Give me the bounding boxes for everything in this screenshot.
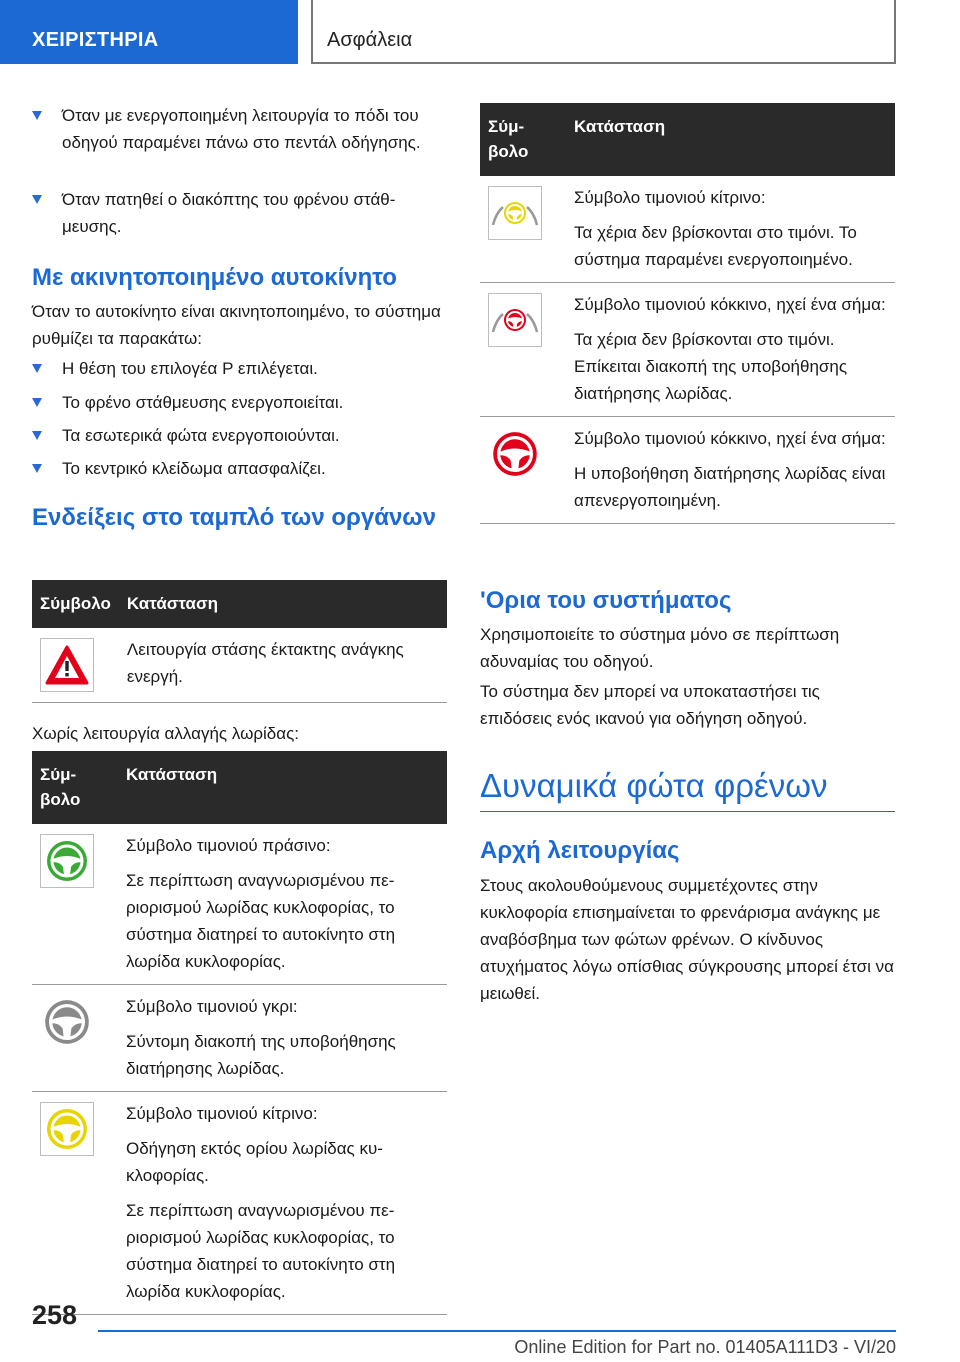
heading-limits: 'Ορια του συστήματος — [480, 587, 732, 614]
table-row: Σύμβολο τιμονιού πράσινο: Σε περίπτωση αναγνωρισμένου περιορισμού λωρίδας κυκλοφορίας, το σύστημα διατηρεί το αυτοκίνητο στη λωρίδα κυκλοφορίας. — [32, 824, 447, 985]
bullet-triangle-icon — [32, 431, 42, 440]
chapter-tab[interactable]: ΧΕΙΡΙΣΤΗΡΙΑ — [0, 0, 298, 64]
heading-stationary: Με ακινητοποιημένο αυτοκίνητο — [32, 264, 397, 291]
table-row: Σύμβολο τιμονιού κόκκινο, ηχεί ένα σήμα: Η υποβοήθηση διατήρησης λωρίδας είναι απενεργοποιημένη. — [480, 417, 895, 524]
limits-para: Χρησιμοποιείτε το σύστημα μόνο σε περίπτωση αδυναμίας του οδηγού. — [480, 625, 840, 671]
indicator-table-hands-off — [480, 103, 895, 524]
principle-para: Στους ακολουθούμενους συμμετέχοντες στην κυκλοφορία επισημαίνεται το φρενάρισμα ανάγκης με αναβόσβημα των φώτων φρένων. Ο κίνδυνος ατυχήματος λόγω οπίσθιας σύγκρουσης μπορεί έτσι να μειωθεί. — [480, 876, 895, 1003]
heading-dynamic-brake-lights: Δυναμικά φώτα φρένων — [480, 765, 895, 812]
bullet-triangle-icon — [32, 364, 42, 373]
heading-indicators: Ενδείξεις στο ταμπλό των οργάνων — [32, 504, 436, 531]
list-item: Το φρένο στάθμευσης ενεργοποιείται. — [32, 389, 447, 416]
steering-wheel-yellow-icon — [40, 1102, 94, 1156]
table-row: Λειτουργία στάσης έκτακτης ανάγκης ενεργή. — [32, 628, 447, 703]
limits-para: Το σύστημα δεν μπορεί να υποκαταστήσει τις επιδόσεις ενός ικανού για οδήγηση οδηγού. — [480, 682, 820, 728]
list-item: Όταν με ενεργοποιημένη λειτουργία το πόδι του οδηγού παραμένει πάνω στο πεντάλ οδήγησης. — [32, 102, 447, 156]
col-state: Κατάσταση — [118, 751, 447, 824]
page-number: 258 — [32, 1300, 78, 1330]
warning-triangle-icon — [40, 638, 94, 692]
indicator-table-lane — [32, 751, 447, 1315]
bullet-triangle-icon — [32, 195, 42, 204]
col-symbol: Σύμβολο — [32, 751, 118, 824]
indicator-table-emergency — [32, 580, 447, 703]
section-title: Ασφάλεια — [311, 0, 896, 64]
col-symbol: Σύμβολο — [480, 103, 566, 176]
col-state: Κατάσταση — [119, 580, 447, 628]
hands-off-yellow-icon — [488, 186, 542, 240]
steering-wheel-green-icon — [40, 834, 94, 888]
footer-edition: Online Edition for Part no. 01405A111D3 - VI/20 — [514, 1337, 896, 1357]
list-item: Η θέση του επιλογέα P επιλέγεται. — [32, 355, 447, 382]
col-state: Κατάσταση — [566, 103, 895, 176]
table-row: Σύμβολο τιμονιού κίτρινο: Τα χέρια δεν βρίσκονται στο τιμόνι. Το σύστημα παραμένει ενεργοποιημένο. — [480, 176, 895, 283]
list-item: Τα εσωτερικά φώτα ενεργοποιούνται. — [32, 422, 447, 449]
list-item: Όταν πατηθεί ο διακόπτης του φρένου στάθμευσης. — [32, 186, 447, 240]
table-row: Σύμβολο τιμονιού γκρι: Σύντομη διακοπή της υποβοήθησης διατήρησης λωρίδας. — [32, 985, 447, 1092]
heading-principle: Αρχή λειτουργίας — [480, 837, 680, 864]
footer-divider — [98, 1330, 896, 1332]
bullet-triangle-icon — [32, 464, 42, 473]
no-lane-change-label: Χωρίς λειτουργία αλλαγής λωρίδας: — [32, 724, 299, 743]
steering-wheel-red-icon — [488, 427, 542, 481]
steering-wheel-grey-icon — [40, 995, 94, 1049]
table-row: Σύμβολο τιμονιού κίτρινο: Οδήγηση εκτός ορίου λωρίδας κυκλοφορίας. Σε περίπτωση αναγνωρισμένου περιορισμού λωρίδας κυκλοφορίας, το σύστημα διατηρεί το αυτοκίνητο στη λωρίδα κυκλοφορίας. — [32, 1092, 447, 1315]
col-symbol: Σύμβολο — [32, 580, 119, 628]
list-item: Το κεντρικό κλείδωμα απασφαλίζει. — [32, 455, 447, 482]
table-row: Σύμβολο τιμονιού κόκκινο, ηχεί ένα σήμα: Τα χέρια δεν βρίσκονται στο τιμόνι. Επίκειται διακοπή της υποβοήθησης διατήρησης λωρίδας. — [480, 283, 895, 417]
bullet-triangle-icon — [32, 398, 42, 407]
bullet-triangle-icon — [32, 111, 42, 120]
hands-off-red-icon — [488, 293, 542, 347]
stationary-intro: Όταν το αυτοκίνητο είναι ακινητοποιημένο, το σύστημα ρυθμίζει τα παρακάτω: — [32, 302, 441, 348]
